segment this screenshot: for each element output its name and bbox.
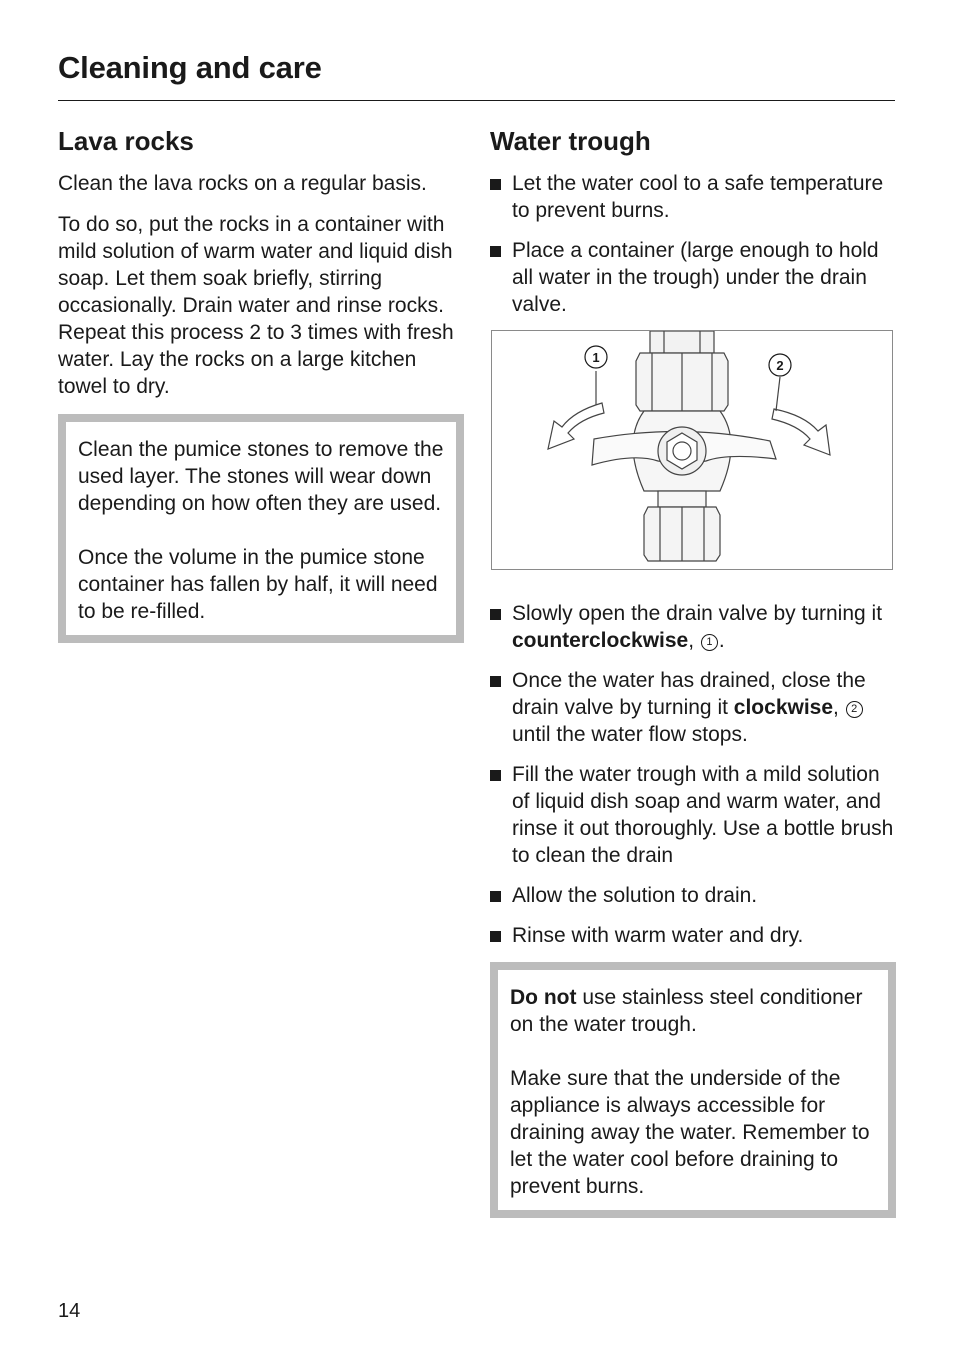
list-item: Rinse with warm water and dry. <box>490 922 900 949</box>
list-item: Place a container (large enough to hold all water in the trough) under the drain valve. <box>490 237 900 318</box>
water-trough-note-para2: Make sure that the underside of the appliance is always accessible for draining away the water. Remember to let the water cool before draining to prevent burns. <box>510 1067 870 1198</box>
square-bullet-icon <box>490 179 501 190</box>
water-trough-note-box <box>490 962 896 1218</box>
page-title: Cleaning and care <box>58 50 322 85</box>
drain-valve-illustration <box>491 330 893 570</box>
square-bullet-icon <box>490 609 501 620</box>
square-bullet-icon <box>490 246 501 257</box>
lava-rocks-heading: Lava rocks <box>58 126 194 156</box>
water-trough-steps-b <box>490 600 900 949</box>
water-trough-steps-a <box>490 170 900 318</box>
lava-rocks-instructions: To do so, put the rocks in a container with mild solution of warm water and liquid dish soap. Let them soak briefly, stirring occasionally. Drain water and rinse rocks. Repeat this process 2 to 3 times with fresh water. Lay the rocks on a large kitchen towel to dry. <box>58 213 454 398</box>
pumice-note-para2: Once the volume in the pumice stone container has fallen by half, it will need to be re-filled. <box>78 546 438 623</box>
water-trough-heading: Water trough <box>490 126 651 156</box>
list-item: Slowly open the drain valve by turning it counterclockwise, 1 . <box>490 600 900 654</box>
square-bullet-icon <box>490 931 501 942</box>
list-item: Allow the solution to drain. <box>490 882 900 909</box>
drain-valve-icon <box>492 331 892 569</box>
pumice-note-box <box>58 414 464 643</box>
square-bullet-icon <box>490 891 501 902</box>
circled-number-2: 2 <box>846 701 863 718</box>
list-item: Once the water has drained, close the drain valve by turning it clockwise, 2 until the water flow stops. <box>490 667 900 748</box>
list-item: Fill the water trough with a mild solution of liquid dish soap and warm water, and rinse it out thoroughly. Use a bottle brush to clean the drain <box>490 761 900 869</box>
square-bullet-icon <box>490 770 501 781</box>
lava-rocks-section <box>58 124 468 643</box>
callout-2 <box>769 354 791 376</box>
square-bullet-icon <box>490 676 501 687</box>
list-item: Let the water cool to a safe temperature to prevent burns. <box>490 170 900 224</box>
page-number: 14 <box>58 1300 81 1322</box>
lava-rocks-intro: Clean the lava rocks on a regular basis. <box>58 172 427 195</box>
callout-1-label: 1 <box>592 350 600 365</box>
pumice-note-para1: Clean the pumice stones to remove the used layer. The stones will wear down depending on how often they are used. <box>78 438 444 515</box>
water-trough-section <box>490 124 900 1218</box>
callout-2-label: 2 <box>776 358 784 373</box>
circled-number-1: 1 <box>701 634 718 651</box>
callout-1 <box>585 346 607 368</box>
title-divider <box>58 100 895 101</box>
water-trough-note-para1: Do not use stainless steel conditioner on the water trough. <box>510 986 863 1036</box>
